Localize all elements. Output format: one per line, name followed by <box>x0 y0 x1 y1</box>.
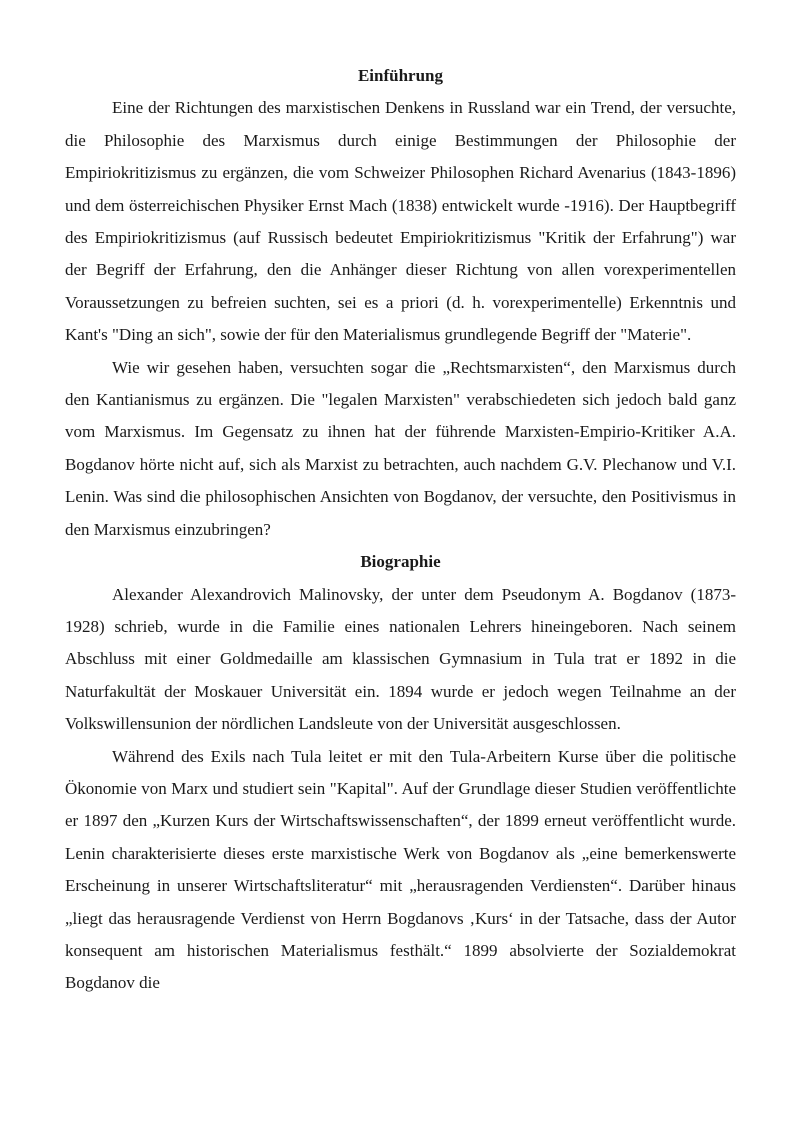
paragraph: Während des Exils nach Tula leitet er mit den Tula-Arbeitern Kurse über die politische Ökonomie von Marx und studiert sein "Kapital". Auf der Grundlage dieser Studien veröffentlichte er 1897 den „Kurzen Kurs der Wirtschaftswissenschaften“, der 1899 erneut veröffentlicht wurde. Lenin charakterisierte dieses erste marxistische Werk von Bogdanov als „eine bemerkenswerte Erscheinung in unserer Wirtschaftsliteratur“ mit „herausragenden Verdiensten“. Darüber hinaus „liegt das herausragende Verdienst von Herrn Bogdanovs ‚Kurs‘ in der Tatsache, dass der Autor konsequent am historischen Materialismus festhält.“ 1899 absolvierte der Sozialdemokrat Bogdanov die <box>65 746 736 993</box>
section-heading-biographie: Biographie <box>360 552 441 572</box>
section-heading-einfuehrung: Einführung <box>357 66 444 85</box>
document-page <box>65 60 736 1000</box>
paragraph: Alexander Alexandrovich Malinovsky, der unter dem Pseudonym A. Bogdanov (1873-1928) schrieb, wurde in die Familie eines nationalen Lehrers hineingeboren. Nach seinem Abschluss mit einer Goldmedaille am klassischen Gymnasium in Tula trat er 1892 in die Naturfakultät der Moskauer Universität ein. 1894 wurde er jedoch wegen Teilnahme an der Volkswillensunion der nördlichen Landsleute von der Universität ausgeschlossen. <box>65 584 736 734</box>
paragraph: Wie wir gesehen haben, versuchten sogar die „Rechtsmarxisten“, den Marxismus durch den Kantianismus zu ergänzen. Die "legalen Marxisten" verabschiedeten sich jedoch bald ganz vom Marxismus. Im Gegensatz zu ihnen hat der führende Marxisten-Empirio-Kritiker A.A. Bogdanov hörte nicht auf, sich als Marxist zu betrachten, auch nachdem G.V. Plechanow und V.I. Lenin. Was sind die philosophischen Ansichten von Bogdanov, der versuchte, den Positivismus in den Marxismus einzubringen? <box>65 357 736 539</box>
paragraph: Eine der Richtungen des marxistischen Denkens in Russland war ein Trend, der versuchte, die Philosophie des Marxismus durch einige Bestimmungen der Philosophie der Empiriokritizismus zu ergänzen, die vom Schweizer Philosophen Richard Avenarius (1843-1896) und dem österreichischen Physiker Ernst Mach (1838) entwickelt wurde -1916). Der Hauptbegriff des Empiriokritizismus (auf Russisch bedeutet Empiriokritizismus "Kritik der Erfahrung") war der Begriff der Erfahrung, den die Anhänger dieser Richtung von allen vorexperimentellen Voraussetzungen zu befreien suchten, sei es a priori (d. h. vorexperimentelle) Erkenntnis und Kant's "Ding an sich", sowie der für den Materialismus grundlegende Begriff der "Materie". <box>65 98 736 345</box>
